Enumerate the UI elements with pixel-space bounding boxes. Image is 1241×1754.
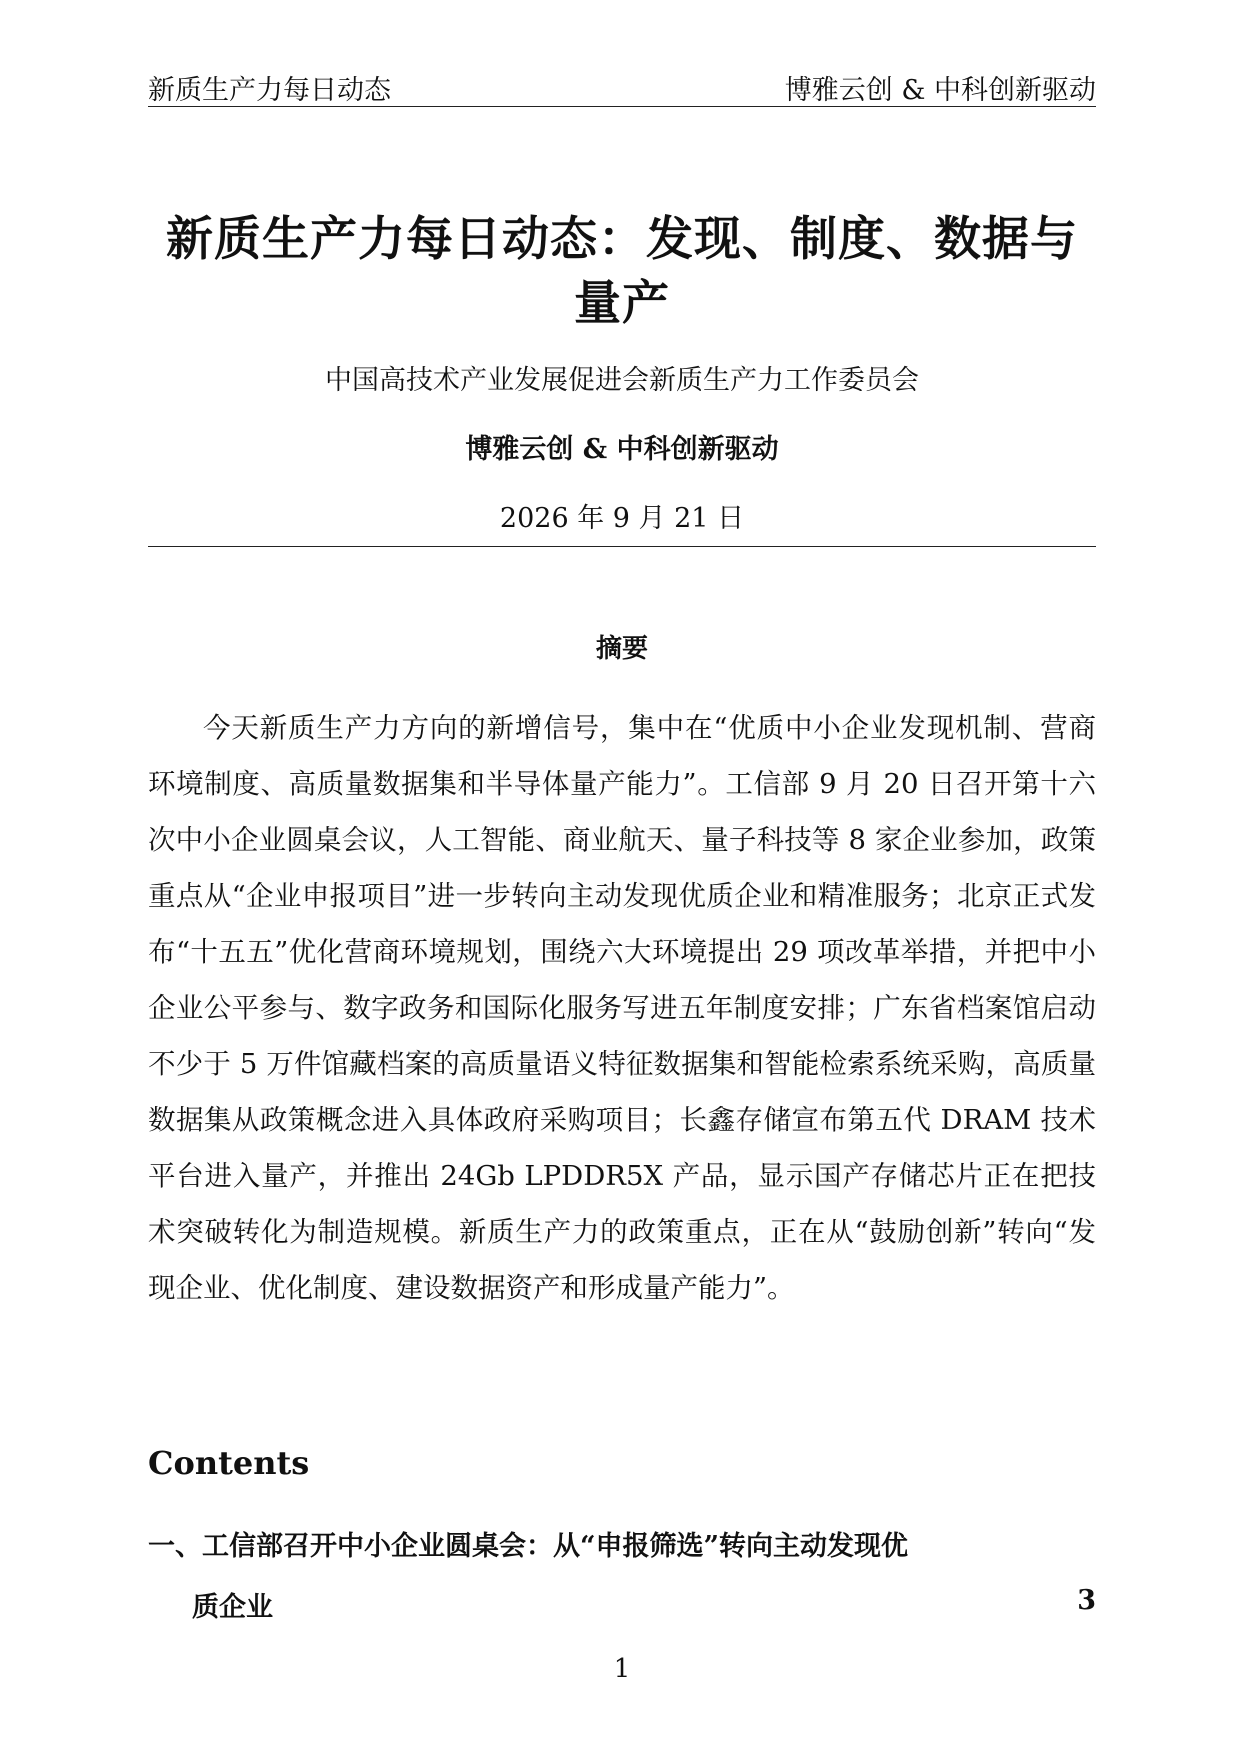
toc-entry-title-line1: 一、工信部召开中小企业圆桌会：从“申报筛选”转向主动发现优 (148, 1531, 909, 1562)
abstract-body: 今天新质生产力方向的新增信号，集中在“优质中小企业发现机制、营商环境制度、高质量数据集和半导体量产能力”。工信部 9 月 20 日召开第十六次中小企业圆桌会议，人工智能、商业航天、量子科技等 8 家企业参加，政策重点从“企业申报项目”进一步转向主动发现优质企业和精准服务；北京正式发布“十五五”优化营商环境规划，围绕六大环境提出 29 项改革举措，并把中小企业公平参与、数字政务和国际化服务写进五年制度安排；广东省档案馆启动不少于 5 万件馆藏档案的高质量语义特征数据集和智能检索系统采购，高质量数据集从政策概念进入具体政府采购项目；长鑫存储宣布第五代 DRAM 技术平台进入量产，并推出 24Gb LPDDR5X 产品，显示国产存储芯片正在把技术突破转化为制造规模。新质生产力的政策重点，正在从“鼓励创新”转向“发现企业、优化制度、建设数据资产和形成量产能力”。 (148, 712, 1096, 1304)
document-subtitle: 中国高技术产业发展促进会新质生产力工作委员会 (325, 365, 919, 396)
contents-heading: Contents (148, 1444, 310, 1482)
toc-entry-title-line2: 质企业 (192, 1592, 273, 1623)
abstract-heading: 摘要 (595, 634, 648, 664)
header-right-authors: 博雅云创 & 中科创新驱动 (784, 75, 1096, 106)
header-left-title: 新质生产力每日动态 (148, 75, 391, 106)
page-number: 1 (613, 1654, 631, 1684)
title-divider (148, 546, 1096, 547)
document-title: 新质生产力每日动态：发现、制度、数据与量产 (166, 212, 1078, 331)
running-header (148, 62, 1096, 107)
document-authors: 博雅云创 & 中科创新驱动 (465, 434, 779, 465)
document-date: 2026 年 9 月 21 日 (499, 503, 745, 534)
toc-entry-page-number: 3 (1077, 1585, 1096, 1616)
